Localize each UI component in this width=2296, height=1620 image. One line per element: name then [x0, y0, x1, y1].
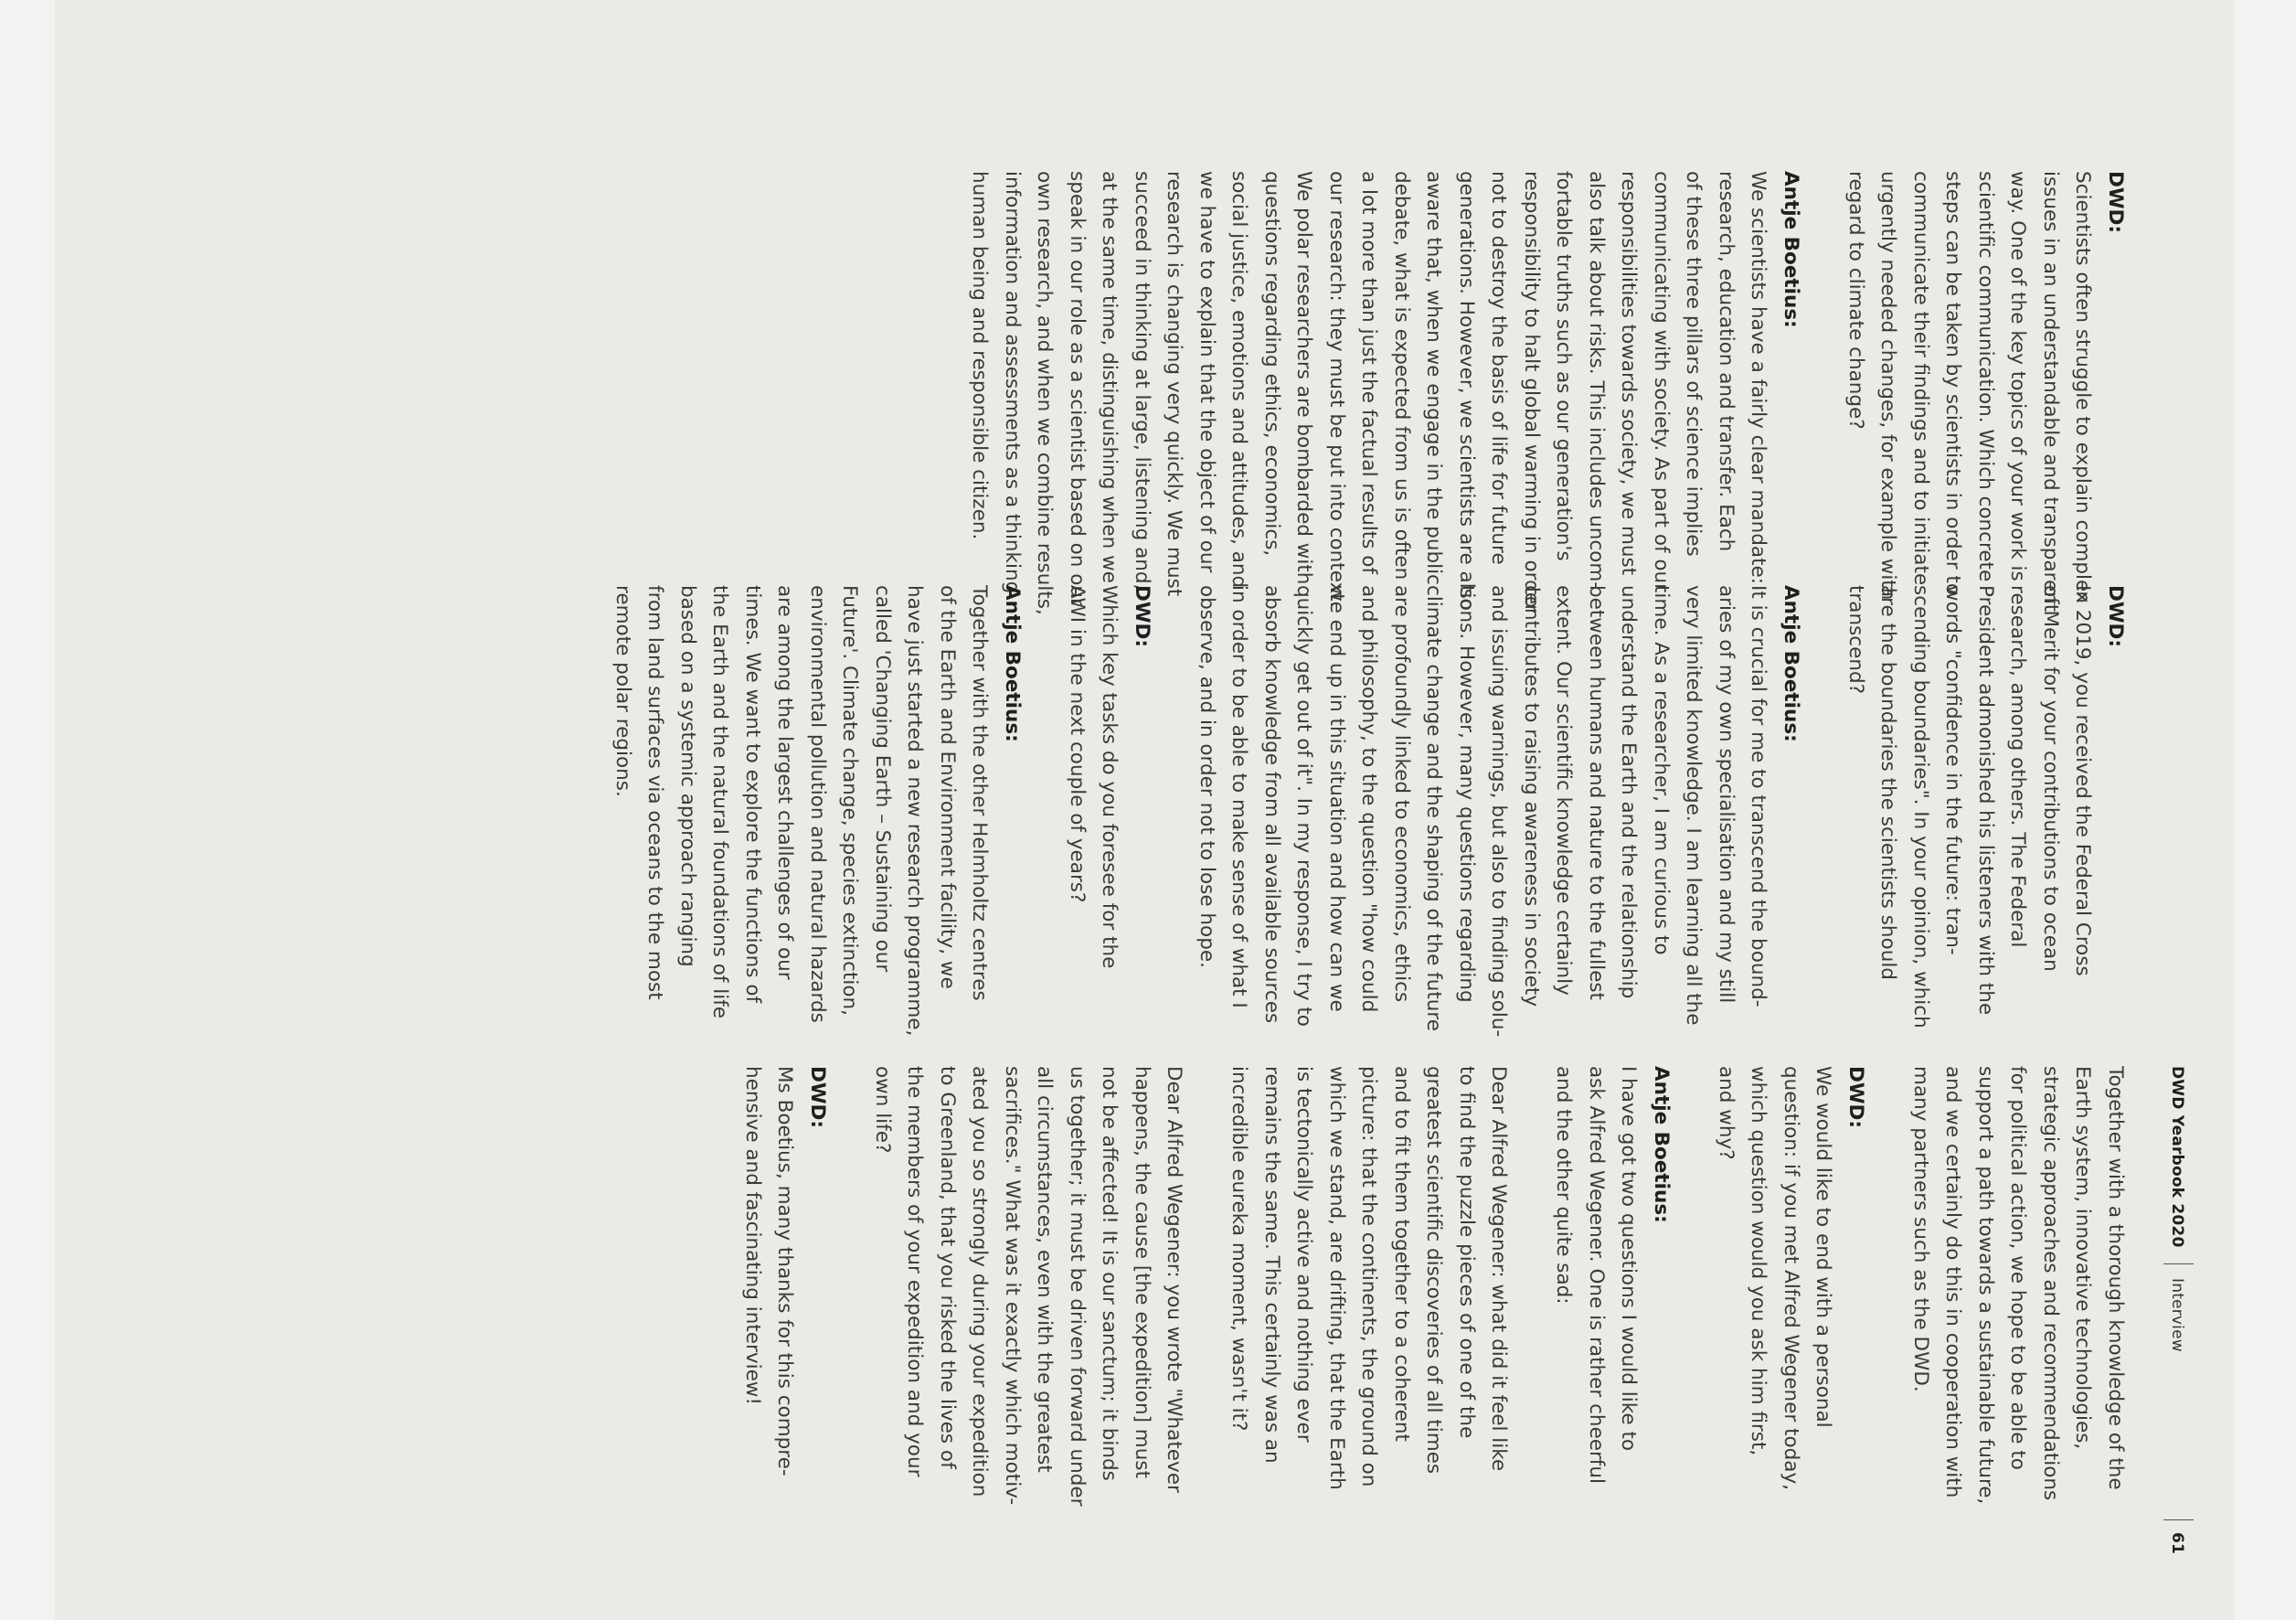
speaker-label: DWD: [2104, 585, 2127, 648]
speaker-label: DWD: [2104, 171, 2127, 234]
question-paragraph: In 2019, you received the Federal Cross of Merit for your contributions to ocean research, among others. The Federal President admonished his listeners with the words "confidence in the future: tran- scending boundaries". In your opinion, which are the boundaries the scientists should transcend? [1844, 585, 2095, 1028]
text-column-3 [737, 1066, 2132, 1560]
closing-paragraph: Ms Boetius, many thanks for this compre- hensive and fascinating interview! [741, 1066, 797, 1476]
header-divider [2163, 1519, 2194, 1520]
running-header [2124, 0, 2234, 1620]
answer-paragraph: Together with the other Helmholtz centres of the Earth and Environment facility, we have just started a new research programme, called 'Changing Earth – Sustaining our Future'. Climate change, species extinction, environmental pollution and natural hazards are among the largest challenges of our times. We want to explore the functions of the Earth and the natural foundations of life based on a systemic approach ranging from land surfaces via oceans to the most remote polar regions. [611, 585, 992, 1037]
section-label: Interview [2168, 1278, 2186, 1352]
speaker-label: DWD: [1844, 1066, 1867, 1129]
rotated-page [55, 0, 2234, 1620]
question-paragraph: Which key tasks do you foresee for the AWI in the next couple of years? [1066, 585, 1121, 969]
speaker-label: Antje Boetius: [1001, 585, 1024, 742]
answer-paragraph: Together with a thorough knowledge of the Earth system, innovative technologies, strategic approaches and recommendations for political action, we hope to be able to support a path towards a sustainable future, and we certainly do this in cooperation with many partners such as the DWD. [1909, 1066, 2127, 1505]
answer-paragraph: We scientists have a fairly clear mandate: research, education and transfer. Each of these three pillars of science implies communicating with society. As part of our responsibilities towards society, we must also talk about risks. This includes uncom- fortable truths such as our generation's responsibility to halt global warming in order not to destroy the basis of life for future generations. However, we scientists are also aware that, when we engage in the public debate, what is expected from us is often a lot more than just the factual results of our research: they must be put into context. We polar researchers are bombarded with questions regarding ethics, economics, social justice, emotions and attitudes, and we have to explain that the object of our research is changing very quickly. We must succeed in thinking at large, listening and, at the same time, distinguishing when we speak in our role as a scientist based on our own research, and when we combine results, information and assessments as a thinking human being and responsible citizen. [968, 171, 1770, 615]
header-divider [2163, 1263, 2194, 1264]
answer-paragraph: I have got two questions I would like to ask Alfred Wegener. One is rather cheerful and the other quite sad: [1552, 1066, 1641, 1484]
question-paragraph: We would like to end with a personal question: if you met Alfred Wegener today, which question would you ask him first, and why? [1715, 1066, 1835, 1491]
speaker-label: DWD: [806, 1066, 829, 1129]
question-paragraph: Scientists often struggle to explain complex issues in an understandable and transparent way. One of the key topics of your work is scientific communication. Which concrete steps can be taken by scientists in order to communicate their findings and to initiate urgently needed changes, for example with regard to climate change? [1844, 171, 2095, 613]
text-column-2 [607, 585, 2132, 1079]
speaker-label: Antje Boetius: [1650, 1066, 1673, 1223]
answer-paragraph: It is crucial for me to transcend the bound- aries of my own specialisation and my still very limited knowledge. I am learning all the time. As a researcher, I am curious to understand the Earth and the relationship between humans and nature to the fullest extent. Our scientific knowledge certainly contributes to raising awareness in society and issuing warnings, but also to finding solu- tions. However, many questions regarding climate change and the shaping of the future are profoundly linked to economics, ethics and philosophy, to the question "how could we end up in this situation and how can we quickly get out of it". In my response, I try to absorb knowledge from all available sources in order to be able to make sense of what I observe, and in order not to lose hope. [1196, 585, 1770, 1038]
speaker-label: Antje Boetius: [1780, 585, 1802, 742]
answer-paragraph: Dear Alfred Wegener: what did it feel like to find the puzzle pieces of one of the greatest scientific discoveries of all times and to fit them together to a coherent picture: that the continents, the ground on which we stand, are drifting, that the Earth is tectonically active and nothing ever remains the same. This certainly was an incredible eureka moment, wasn't it? [1228, 1066, 1511, 1490]
speaker-label: Antje Boetius: [1780, 171, 1802, 328]
speaker-label: DWD: [1131, 585, 1153, 648]
answer-paragraph: Dear Alfred Wegener: you wrote "Whatever happens, the cause [the expedition] must not be affected! It is our sanctum; it binds us together; it must be driven forward under all circumstances, even with the greatest sacrifices." What was it exactly which motiv- ated you so strongly during your expedition to Greenland, that you risked the lives of the members of your expedition and your own life? [871, 1066, 1186, 1507]
yearbook-title: DWD Yearbook 2020 [2168, 1066, 2186, 1248]
page-number: 61 [2168, 1532, 2186, 1555]
